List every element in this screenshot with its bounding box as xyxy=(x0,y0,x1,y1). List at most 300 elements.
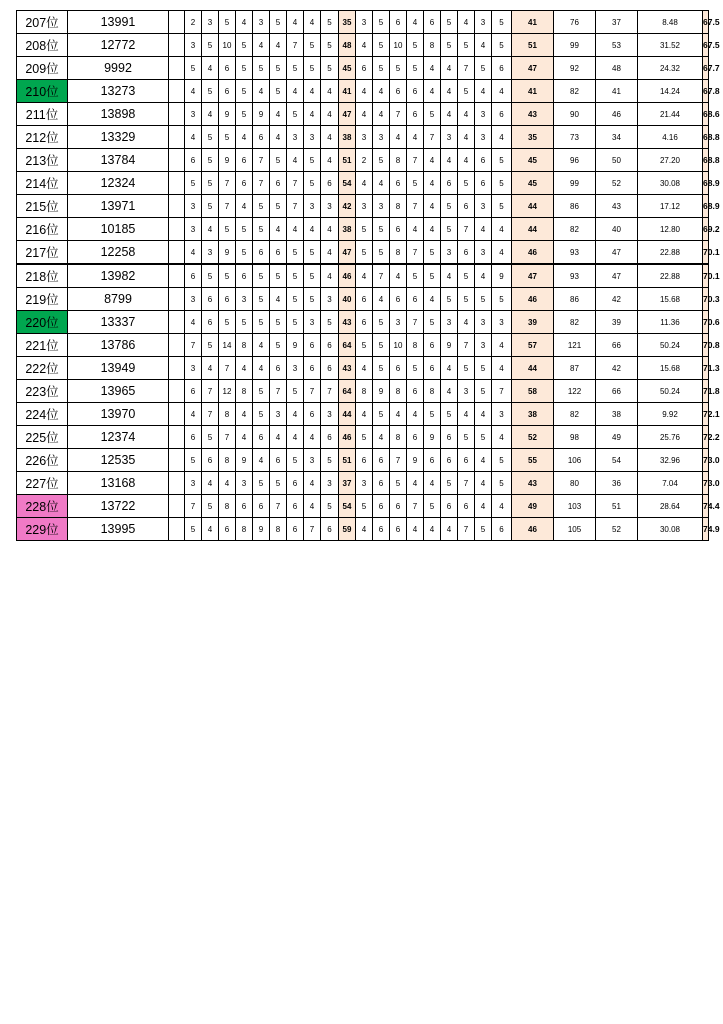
hole-score-cell: 6 xyxy=(390,218,407,241)
hole-score-cell: 4 xyxy=(236,195,253,218)
rank-cell: 209位 xyxy=(17,57,68,80)
hole-score-cell: 5 xyxy=(270,149,287,172)
out-total-cell: 64 xyxy=(339,380,356,403)
net-score-cell: 68.8 xyxy=(703,149,709,172)
hole-score-cell: 4 xyxy=(356,34,373,57)
hole-score-cell: 3 xyxy=(185,195,202,218)
player-id-cell: 12772 xyxy=(68,34,169,57)
stat-cell: 37 xyxy=(596,11,638,34)
player-id-cell: 12374 xyxy=(68,426,169,449)
table-row xyxy=(17,34,709,57)
hole-score-cell: 4 xyxy=(321,241,339,265)
hole-score-cell: 6 xyxy=(475,149,492,172)
hole-score-cell: 6 xyxy=(202,288,219,311)
hole-score-cell: 3 xyxy=(458,380,475,403)
hole-score-cell: 3 xyxy=(373,195,390,218)
hole-score-cell: 4 xyxy=(253,34,270,57)
hole-score-cell: 5 xyxy=(253,288,270,311)
hole-score-cell: 6 xyxy=(475,172,492,195)
hole-score-cell: 5 xyxy=(441,472,458,495)
gross-cell: 82 xyxy=(554,218,596,241)
hole-score-cell: 5 xyxy=(356,426,373,449)
handicap-cell: 50.24 xyxy=(638,380,703,403)
hole-score-cell: 4 xyxy=(253,334,270,357)
in-total-cell: 46 xyxy=(512,518,554,541)
rank-cell: 211位 xyxy=(17,103,68,126)
in-total-cell: 44 xyxy=(512,357,554,380)
hole-score-cell: 6 xyxy=(219,57,236,80)
spacer-cell xyxy=(169,34,185,57)
hole-score-cell: 6 xyxy=(441,495,458,518)
spacer-cell xyxy=(169,80,185,103)
hole-score-cell: 6 xyxy=(202,311,219,334)
hole-score-cell: 3 xyxy=(321,195,339,218)
hole-score-cell: 7 xyxy=(253,172,270,195)
stat-cell: 54 xyxy=(596,449,638,472)
hole-score-cell: 3 xyxy=(475,195,492,218)
hole-score-cell: 5 xyxy=(321,57,339,80)
stat-cell: 50 xyxy=(596,149,638,172)
hole-score-cell: 6 xyxy=(458,449,475,472)
handicap-cell: 14.24 xyxy=(638,80,703,103)
hole-score-cell: 5 xyxy=(373,311,390,334)
out-total-cell: 54 xyxy=(339,172,356,195)
hole-score-cell: 4 xyxy=(304,218,321,241)
hole-score-cell: 4 xyxy=(475,495,492,518)
gross-cell: 82 xyxy=(554,403,596,426)
handicap-cell: 22.88 xyxy=(638,241,703,265)
hole-score-cell: 5 xyxy=(475,426,492,449)
hole-score-cell: 6 xyxy=(253,126,270,149)
hole-score-cell: 7 xyxy=(202,380,219,403)
hole-score-cell: 4 xyxy=(287,149,304,172)
hole-score-cell: 5 xyxy=(202,34,219,57)
out-total-cell: 42 xyxy=(339,195,356,218)
hole-score-cell: 7 xyxy=(270,380,287,403)
gross-cell: 92 xyxy=(554,57,596,80)
hole-score-cell: 7 xyxy=(185,334,202,357)
hole-score-cell: 14 xyxy=(219,334,236,357)
hole-score-cell: 3 xyxy=(287,126,304,149)
hole-score-cell: 3 xyxy=(356,11,373,34)
hole-score-cell: 6 xyxy=(321,426,339,449)
hole-score-cell: 8 xyxy=(390,149,407,172)
hole-score-cell: 5 xyxy=(492,472,512,495)
hole-score-cell: 8 xyxy=(390,195,407,218)
hole-score-cell: 4 xyxy=(424,195,441,218)
table-row xyxy=(17,334,709,357)
hole-score-cell: 5 xyxy=(219,126,236,149)
stat-cell: 49 xyxy=(596,426,638,449)
hole-score-cell: 5 xyxy=(270,311,287,334)
hole-score-cell: 4 xyxy=(458,126,475,149)
hole-score-cell: 4 xyxy=(373,172,390,195)
table-row xyxy=(17,103,709,126)
in-total-cell: 44 xyxy=(512,195,554,218)
spacer-cell xyxy=(169,472,185,495)
hole-score-cell: 6 xyxy=(236,264,253,288)
hole-score-cell: 8 xyxy=(390,241,407,265)
hole-score-cell: 7 xyxy=(407,241,424,265)
hole-score-cell: 4 xyxy=(253,449,270,472)
hole-score-cell: 5 xyxy=(356,241,373,265)
spacer-cell xyxy=(169,264,185,288)
hole-score-cell: 6 xyxy=(321,518,339,541)
hole-score-cell: 4 xyxy=(356,103,373,126)
spacer-cell xyxy=(169,518,185,541)
hole-score-cell: 5 xyxy=(390,472,407,495)
hole-score-cell: 6 xyxy=(373,449,390,472)
hole-score-cell: 6 xyxy=(424,334,441,357)
player-id-cell: 13784 xyxy=(68,149,169,172)
hole-score-cell: 4 xyxy=(321,126,339,149)
hole-score-cell: 6 xyxy=(270,241,287,265)
table-row xyxy=(17,149,709,172)
stat-cell: 47 xyxy=(596,241,638,265)
hole-score-cell: 6 xyxy=(253,241,270,265)
stat-cell: 42 xyxy=(596,288,638,311)
handicap-cell: 11.36 xyxy=(638,311,703,334)
handicap-cell: 27.20 xyxy=(638,149,703,172)
in-total-cell: 45 xyxy=(512,149,554,172)
hole-score-cell: 5 xyxy=(373,11,390,34)
stat-cell: 66 xyxy=(596,334,638,357)
hole-score-cell: 4 xyxy=(287,218,304,241)
hole-score-cell: 4 xyxy=(202,472,219,495)
table-row xyxy=(17,426,709,449)
stat-cell: 34 xyxy=(596,126,638,149)
hole-score-cell: 4 xyxy=(321,103,339,126)
out-total-cell: 41 xyxy=(339,80,356,103)
hole-score-cell: 5 xyxy=(287,103,304,126)
hole-score-cell: 4 xyxy=(202,57,219,80)
hole-score-cell: 7 xyxy=(373,264,390,288)
out-total-cell: 64 xyxy=(339,334,356,357)
hole-score-cell: 3 xyxy=(475,126,492,149)
hole-score-cell: 6 xyxy=(441,426,458,449)
net-score-cell: 71.8 xyxy=(703,380,709,403)
hole-score-cell: 6 xyxy=(492,103,512,126)
hole-score-cell: 5 xyxy=(356,334,373,357)
hole-score-cell: 4 xyxy=(287,11,304,34)
hole-score-cell: 6 xyxy=(270,357,287,380)
hole-score-cell: 6 xyxy=(236,495,253,518)
net-score-cell: 68.9 xyxy=(703,195,709,218)
rank-cell: 210位 xyxy=(17,80,68,103)
hole-score-cell: 6 xyxy=(219,288,236,311)
hole-score-cell: 4 xyxy=(441,380,458,403)
hole-score-cell: 9 xyxy=(441,334,458,357)
gross-cell: 121 xyxy=(554,334,596,357)
hole-score-cell: 5 xyxy=(407,34,424,57)
hole-score-cell: 3 xyxy=(304,449,321,472)
hole-score-cell: 6 xyxy=(407,80,424,103)
hole-score-cell: 4 xyxy=(458,11,475,34)
table-row xyxy=(17,357,709,380)
hole-score-cell: 5 xyxy=(321,495,339,518)
hole-score-cell: 5 xyxy=(475,57,492,80)
hole-score-cell: 6 xyxy=(390,357,407,380)
hole-score-cell: 3 xyxy=(441,311,458,334)
hole-score-cell: 5 xyxy=(253,380,270,403)
table-row xyxy=(17,495,709,518)
hole-score-cell: 8 xyxy=(236,518,253,541)
hole-score-cell: 3 xyxy=(304,126,321,149)
hole-score-cell: 4 xyxy=(492,126,512,149)
gross-cell: 80 xyxy=(554,472,596,495)
hole-score-cell: 4 xyxy=(185,311,202,334)
hole-score-cell: 4 xyxy=(441,149,458,172)
hole-score-cell: 7 xyxy=(287,34,304,57)
hole-score-cell: 4 xyxy=(390,403,407,426)
hole-score-cell: 6 xyxy=(321,172,339,195)
hole-score-cell: 5 xyxy=(390,57,407,80)
gross-cell: 103 xyxy=(554,495,596,518)
hole-score-cell: 9 xyxy=(287,334,304,357)
in-total-cell: 47 xyxy=(512,264,554,288)
hole-score-cell: 5 xyxy=(373,334,390,357)
rank-cell: 207位 xyxy=(17,11,68,34)
hole-score-cell: 7 xyxy=(458,57,475,80)
hole-score-cell: 4 xyxy=(458,403,475,426)
hole-score-cell: 4 xyxy=(424,172,441,195)
gross-cell: 86 xyxy=(554,288,596,311)
hole-score-cell: 5 xyxy=(373,149,390,172)
hole-score-cell: 4 xyxy=(236,403,253,426)
hole-score-cell: 5 xyxy=(304,241,321,265)
hole-score-cell: 5 xyxy=(270,57,287,80)
hole-score-cell: 4 xyxy=(441,518,458,541)
hole-score-cell: 5 xyxy=(373,57,390,80)
hole-score-cell: 3 xyxy=(475,241,492,265)
spacer-cell xyxy=(169,288,185,311)
hole-score-cell: 8 xyxy=(236,380,253,403)
spacer-cell xyxy=(169,426,185,449)
in-total-cell: 44 xyxy=(512,218,554,241)
hole-score-cell: 4 xyxy=(304,80,321,103)
hole-score-cell: 3 xyxy=(492,403,512,426)
gross-cell: 87 xyxy=(554,357,596,380)
player-id-cell: 12258 xyxy=(68,241,169,265)
hole-score-cell: 6 xyxy=(356,57,373,80)
hole-score-cell: 5 xyxy=(219,218,236,241)
hole-score-cell: 7 xyxy=(407,311,424,334)
hole-score-cell: 5 xyxy=(304,288,321,311)
hole-score-cell: 7 xyxy=(407,195,424,218)
hole-score-cell: 4 xyxy=(236,126,253,149)
hole-score-cell: 4 xyxy=(407,518,424,541)
hole-score-cell: 4 xyxy=(458,149,475,172)
gross-cell: 73 xyxy=(554,126,596,149)
hole-score-cell: 4 xyxy=(321,264,339,288)
hole-score-cell: 7 xyxy=(202,403,219,426)
hole-score-cell: 6 xyxy=(287,518,304,541)
in-total-cell: 41 xyxy=(512,11,554,34)
handicap-cell: 21.44 xyxy=(638,103,703,126)
net-score-cell: 73.0 xyxy=(703,472,709,495)
net-score-cell: 67.5 xyxy=(703,11,709,34)
in-total-cell: 45 xyxy=(512,172,554,195)
hole-score-cell: 6 xyxy=(287,472,304,495)
handicap-cell: 30.08 xyxy=(638,172,703,195)
hole-score-cell: 3 xyxy=(475,311,492,334)
spacer-cell xyxy=(169,195,185,218)
hole-score-cell: 5 xyxy=(287,288,304,311)
player-id-cell: 13786 xyxy=(68,334,169,357)
handicap-cell: 22.88 xyxy=(638,264,703,288)
hole-score-cell: 6 xyxy=(356,311,373,334)
hole-score-cell: 6 xyxy=(390,11,407,34)
gross-cell: 98 xyxy=(554,426,596,449)
hole-score-cell: 3 xyxy=(253,11,270,34)
hole-score-cell: 5 xyxy=(373,241,390,265)
net-score-cell: 70.6 xyxy=(703,311,709,334)
spacer-cell xyxy=(169,57,185,80)
hole-score-cell: 5 xyxy=(304,149,321,172)
hole-score-cell: 4 xyxy=(356,172,373,195)
gross-cell: 90 xyxy=(554,103,596,126)
hole-score-cell: 3 xyxy=(475,334,492,357)
hole-score-cell: 5 xyxy=(458,172,475,195)
gross-cell: 82 xyxy=(554,80,596,103)
table-row xyxy=(17,518,709,541)
hole-score-cell: 5 xyxy=(236,218,253,241)
hole-score-cell: 7 xyxy=(219,172,236,195)
hole-score-cell: 4 xyxy=(287,80,304,103)
hole-score-cell: 6 xyxy=(253,426,270,449)
hole-score-cell: 4 xyxy=(202,357,219,380)
hole-score-cell: 8 xyxy=(236,334,253,357)
hole-score-cell: 7 xyxy=(185,495,202,518)
table-row xyxy=(17,380,709,403)
hole-score-cell: 5 xyxy=(236,80,253,103)
hole-score-cell: 5 xyxy=(236,34,253,57)
hole-score-cell: 7 xyxy=(407,495,424,518)
hole-score-cell: 5 xyxy=(441,218,458,241)
in-total-cell: 49 xyxy=(512,495,554,518)
handicap-cell: 50.24 xyxy=(638,334,703,357)
rank-cell: 214位 xyxy=(17,172,68,195)
out-total-cell: 43 xyxy=(339,357,356,380)
hole-score-cell: 4 xyxy=(441,80,458,103)
hole-score-cell: 12 xyxy=(219,380,236,403)
stat-cell: 47 xyxy=(596,264,638,288)
hole-score-cell: 10 xyxy=(390,34,407,57)
hole-score-cell: 4 xyxy=(373,103,390,126)
player-id-cell: 8799 xyxy=(68,288,169,311)
hole-score-cell: 4 xyxy=(356,80,373,103)
hole-score-cell: 6 xyxy=(492,57,512,80)
hole-score-cell: 5 xyxy=(492,34,512,57)
hole-score-cell: 6 xyxy=(492,518,512,541)
in-total-cell: 46 xyxy=(512,288,554,311)
out-total-cell: 51 xyxy=(339,449,356,472)
table-row xyxy=(17,126,709,149)
hole-score-cell: 4 xyxy=(492,218,512,241)
hole-score-cell: 5 xyxy=(202,426,219,449)
hole-score-cell: 6 xyxy=(219,518,236,541)
in-total-cell: 46 xyxy=(512,241,554,265)
hole-score-cell: 3 xyxy=(185,218,202,241)
hole-score-cell: 3 xyxy=(390,311,407,334)
hole-score-cell: 4 xyxy=(321,149,339,172)
hole-score-cell: 5 xyxy=(458,34,475,57)
out-total-cell: 54 xyxy=(339,495,356,518)
gross-cell: 93 xyxy=(554,241,596,265)
table-row xyxy=(17,449,709,472)
hole-score-cell: 6 xyxy=(373,495,390,518)
hole-score-cell: 6 xyxy=(202,449,219,472)
hole-score-cell: 4 xyxy=(202,518,219,541)
hole-score-cell: 4 xyxy=(236,11,253,34)
hole-score-cell: 4 xyxy=(492,80,512,103)
out-total-cell: 37 xyxy=(339,472,356,495)
hole-score-cell: 5 xyxy=(441,195,458,218)
stat-cell: 53 xyxy=(596,34,638,57)
hole-score-cell: 5 xyxy=(407,357,424,380)
player-id-cell: 13970 xyxy=(68,403,169,426)
net-score-cell: 67.5 xyxy=(703,34,709,57)
hole-score-cell: 9 xyxy=(407,449,424,472)
hole-score-cell: 3 xyxy=(287,357,304,380)
rank-cell: 215位 xyxy=(17,195,68,218)
handicap-cell: 28.64 xyxy=(638,495,703,518)
hole-score-cell: 5 xyxy=(441,403,458,426)
hole-score-cell: 8 xyxy=(407,334,424,357)
hole-score-cell: 4 xyxy=(356,264,373,288)
gross-cell: 86 xyxy=(554,195,596,218)
hole-score-cell: 8 xyxy=(219,403,236,426)
hole-score-cell: 3 xyxy=(356,195,373,218)
hole-score-cell: 4 xyxy=(492,426,512,449)
hole-score-cell: 5 xyxy=(356,218,373,241)
hole-score-cell: 5 xyxy=(253,57,270,80)
gross-cell: 76 xyxy=(554,11,596,34)
player-id-cell: 13995 xyxy=(68,518,169,541)
hole-score-cell: 5 xyxy=(373,218,390,241)
hole-score-cell: 8 xyxy=(424,380,441,403)
hole-score-cell: 4 xyxy=(185,126,202,149)
hole-score-cell: 6 xyxy=(424,11,441,34)
handicap-cell: 32.96 xyxy=(638,449,703,472)
hole-score-cell: 4 xyxy=(441,57,458,80)
hole-score-cell: 4 xyxy=(304,11,321,34)
in-total-cell: 43 xyxy=(512,103,554,126)
rank-cell: 224位 xyxy=(17,403,68,426)
hole-score-cell: 4 xyxy=(253,357,270,380)
hole-score-cell: 4 xyxy=(475,403,492,426)
net-score-cell: 74.9 xyxy=(703,518,709,541)
hole-score-cell: 5 xyxy=(458,426,475,449)
hole-score-cell: 4 xyxy=(219,472,236,495)
hole-score-cell: 7 xyxy=(458,334,475,357)
rank-cell: 225位 xyxy=(17,426,68,449)
hole-score-cell: 6 xyxy=(236,149,253,172)
hole-score-cell: 6 xyxy=(185,264,202,288)
hole-score-cell: 7 xyxy=(407,149,424,172)
hole-score-cell: 4 xyxy=(390,126,407,149)
hole-score-cell: 2 xyxy=(356,149,373,172)
in-total-cell: 38 xyxy=(512,403,554,426)
hole-score-cell: 7 xyxy=(304,518,321,541)
hole-score-cell: 3 xyxy=(202,11,219,34)
hole-score-cell: 5 xyxy=(475,380,492,403)
hole-score-cell: 7 xyxy=(219,357,236,380)
player-id-cell: 10185 xyxy=(68,218,169,241)
hole-score-cell: 6 xyxy=(390,288,407,311)
hole-score-cell: 5 xyxy=(356,495,373,518)
hole-score-cell: 4 xyxy=(270,426,287,449)
